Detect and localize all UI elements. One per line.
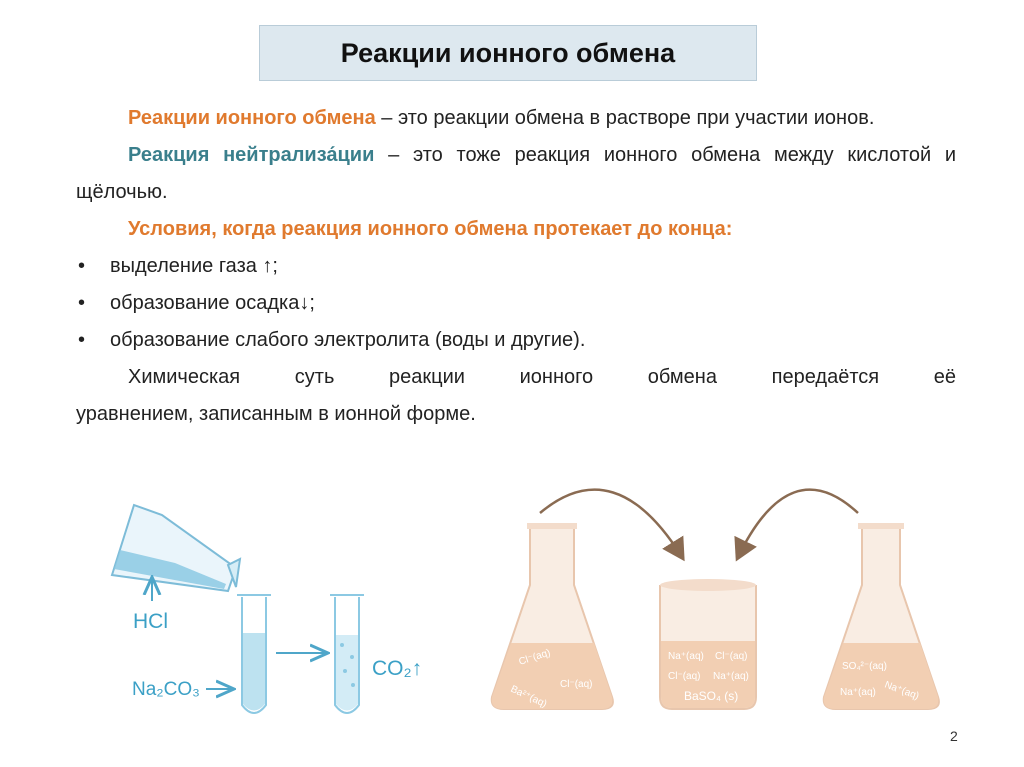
term-neutralization: Реакция нейтрализа́ции xyxy=(128,144,375,166)
paragraph-essence-line2: уравнением, записанным в ионной форме. xyxy=(76,403,476,425)
list-item: • образование слабого электролита (воды и другие). xyxy=(76,322,956,359)
acid-flask-icon xyxy=(112,505,240,591)
flask-left-ion-2: Ba²⁺(aq) xyxy=(508,683,549,711)
beaker-ion-3: Cl⁻(aq) xyxy=(668,671,701,682)
gas-label: CO₂↑ xyxy=(372,657,423,680)
flask-right-ion-2: Na⁺(aq) xyxy=(840,687,876,698)
paragraph-neutralization xyxy=(76,137,956,211)
flask-left-icon xyxy=(492,523,613,709)
salt-label: Na₂CO₃ xyxy=(132,679,200,700)
flask-right-ion-3: Na⁺(aq) xyxy=(882,679,921,703)
flask-right-ion-1: SO₄²⁻(aq) xyxy=(842,661,887,672)
conditions-heading xyxy=(76,211,956,248)
test-tube-bubbles-icon xyxy=(330,595,364,713)
conditions-list xyxy=(76,248,956,359)
content-body xyxy=(76,100,956,433)
beaker-ion-1: Na⁺(aq) xyxy=(668,651,704,662)
title-box xyxy=(259,25,757,81)
paragraph-definition xyxy=(76,100,956,137)
flask-left-ion-1: Cl⁻(aq) xyxy=(517,647,552,668)
flask-left-ion-3: Cl⁻(aq) xyxy=(560,679,593,690)
definition-text: – это реакции обмена в растворе при участии ионов. xyxy=(375,107,875,129)
conditions-heading-text: Условия, когда реакция ионного обмена протекает до конца: xyxy=(128,218,733,240)
acid-label: HCl xyxy=(133,610,168,633)
flask-right-icon xyxy=(824,523,939,709)
list-item: • образование осадка↓; xyxy=(76,285,956,322)
term-ion-exchange: Реакции ионного обмена xyxy=(128,107,376,129)
pour-arrow-right xyxy=(738,490,858,557)
test-tube-icon xyxy=(237,595,271,713)
list-item: • выделение газа ↑; xyxy=(76,248,956,285)
page-number: 2 xyxy=(950,728,958,744)
page-title: Реакции ионного обмена xyxy=(340,37,676,68)
beaker-precipitate: BaSO₄ (s) xyxy=(684,689,739,703)
beaker-ion-2: Cl⁻(aq) xyxy=(715,651,748,662)
chemistry-illustrations xyxy=(0,465,1024,725)
paragraph-essence-line1: Химическая суть реакции ионного обмена передаётся её xyxy=(128,366,956,388)
beaker-ion-4: Na⁺(aq) xyxy=(713,671,749,682)
neutralization-text: – это тоже реакция ионного обмена между кислотой и щёлочью. xyxy=(76,144,957,203)
